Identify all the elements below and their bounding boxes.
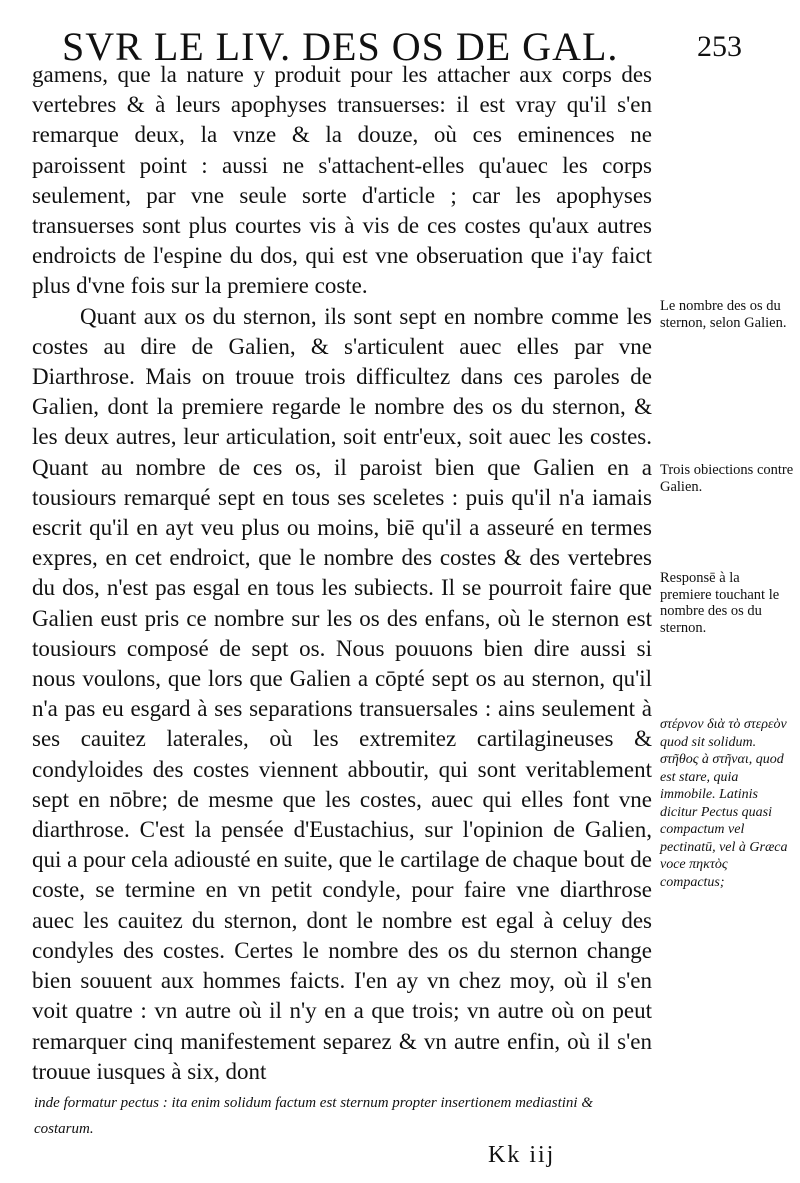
margin-note-objections: Trois obiections contre Galien. bbox=[660, 462, 794, 495]
margin-note-response: Responsē à la premiere touchant le nombre des os du sternon. bbox=[660, 570, 780, 636]
signature-mark: Kk iij bbox=[488, 1142, 556, 1168]
main-text bbox=[32, 60, 652, 1087]
paragraph-sternum: Quant aux os du sternon, ils sont sept en nombre comme les costes au dire de Galien, & s'articulent auec elles par vne Diarthrose. Mais on trouue trois difficultez dans ces paroles de Galien, dont la premiere regarde le nombre des os du sternon, & les deux autres, leur articulation, soit entr'eux, soit auec les costes. Quant au nombre de ces os, il paroist bien que Galien en a tousiours remarqué sept en tous ses sceletes : puis qu'il n'a iamais escrit qu'il en ayt veu plus ou moins, biē qu'il a asseuré en termes expres, en cet endroict, que le nombre des costes & des vertebres du dos, n'est pas esgal en tous les subiects. Il se pourroit faire que Galien eust pris ce nombre sur les os des enfans, où le sternon est tousiours composé de sept os. Nous pouuons bien dire aussi si nous voulons, que lors que Galien a cōpté sept os au sternon, qu'il n'a pas eu esgard à ses separations transuersales : ains seulement à ses cauitez laterales, où les extremitez cartilagineuses & condyloides des costes viennent abboutir, qui sont veritablement sept en nōbre; de mesme que les costes, auec qui elles font vne diarthrose. C'est la pensée d'Eustachius, sur l'opinion de Galien, qui a pour cela adiousté en suite, que le cartilage de chaque bout de coste, se termine en vn petit condyle, pour faire vne diarthrose auec les cauitez du sternon, dont le nombre est egal à celuy des condyles des costes. Certes le nombre des os du sternon change bien souuent aux hommes faicts. I'en ay vn chez moy, où il s'en voit quatre : vn autre où il n'y en a que trois; vn autre où on peut remarquer cinq manifestement separez & vn autre enfin, où il s'en trouue iusques à six, dont bbox=[32, 303, 652, 1084]
running-title: SVR LE LIV. DES OS DE GAL. bbox=[62, 24, 619, 69]
margin-note-nombre: Le nombre des os du sternon, selon Galien. bbox=[660, 298, 787, 331]
paragraph-continued: gamens, que la nature y produit pour les attacher aux corps des vertebres & à leurs apophyses transuerses: il est vray qu'il s'en remarque deux, la vnze & la douze, où ces eminences ne paroissent point : aussi ne s'attachent-elles qu'auec les corps seulement, par vne seule sorte d'article ; car les apophyses transuerses sont plus courtes vis à vis de ces costes qu'aux autres endroicts de l'espine du dos, qui est vne obseruation que i'ay faict plus d'vne fois sur la premiere coste. bbox=[32, 62, 652, 299]
margin-note-etymology: στέρνον διὰ τὸ στερεὸν quod sit solidum. στῆθος à στῆναι, quod est stare, quia immobile. Latinis dicitur Pectus quasi compactum vel pectinatū, vel à Græca voce πηκτὸς compactus; bbox=[660, 717, 788, 890]
footnote: inde formatur pectus : ita enim solidum factum est sternum propter insertionem mediastini & costarum. bbox=[34, 1095, 593, 1137]
page-number: 253 bbox=[697, 30, 742, 63]
